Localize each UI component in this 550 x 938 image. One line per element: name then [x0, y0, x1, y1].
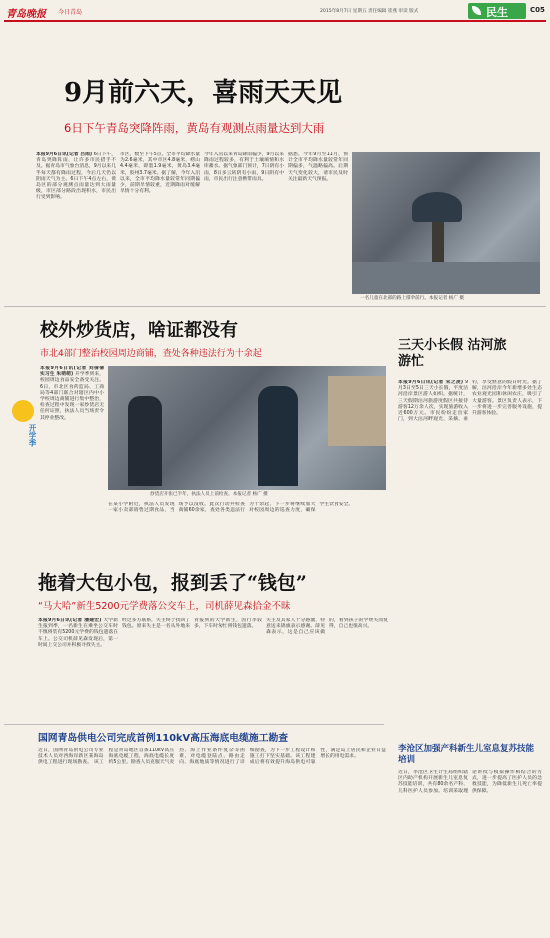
- lead-subhead: 6日下午青岛突降阵雨，黄岛有观测点雨量达到大雨: [64, 121, 325, 135]
- story5-headline: 国网青岛供电公司完成首例110kV高压海底电缆施工勘查: [38, 733, 289, 744]
- story2-photo: [108, 366, 386, 490]
- lead-col-3: 今年入汛以来青岛降雨偏少，9月以来降雨过程较多，有利于土壤墒情和水库蓄水。据气象部门预计，7日阴有小雨，8日多云转阴有小雨，9日阴有中雨，市民出行注意携带雨具。: [204, 152, 284, 182]
- story3-body: [398, 380, 542, 732]
- story2-headline: 校外炒货店，啥证都没有: [40, 320, 238, 341]
- story5-text: 该工程是青岛地区首条110kV高压海底电缆工程，海底电缆长度约5公里。勘查人员克服天气炎热、海上作业条件复杂等困难，对电缆登陆点、路由走向、海底地质等情况进行了详细勘查，为下一步工程设计和施工打下坚实基础。该工程建成后将有效提升海岛供电可靠性，满足岛上居民和企业日益增长的用电需求。: [93, 748, 386, 766]
- story5-lead: 近日，国网青岛供电公司专业技术人员对西海岸新区某海岛供电工程进行现场勘查。: [38, 748, 104, 766]
- story4-byline: 本报9月6日讯(记者 潘建宏): [38, 618, 102, 623]
- story3-byline: 本报9月6日讯(记者 宋之凌): [398, 380, 464, 385]
- story4-col-1: [38, 618, 118, 704]
- masthead-rule: [4, 20, 546, 22]
- story6-headline: 李沧区加强产科新生儿室息复苏技能培训: [398, 744, 535, 765]
- story5-body: [38, 748, 386, 934]
- story2-byline: 本报9月6日讯(记者 刘倩倩 实习生 朱萌萌): [40, 366, 104, 378]
- side-label: [8, 400, 38, 500]
- story6: [392, 744, 546, 934]
- page-number: C05: [530, 6, 545, 14]
- story4-col-3: 失主及其家人十分感激，特意送来锦旗表示感谢。薛见森表示，这是自己应该做的，看到孩子的学费失而复得，自己也很高兴。: [266, 618, 388, 636]
- story3-headline: 三天小长假 沽河旅游忙: [398, 338, 507, 369]
- story3-text: 9月3日至5日三天小长假，平度沽河沿岸景区游人如织。据统计，三天假期沽河旅游度假区共接待游客12万余人次，实现旅游收入近600万元。市民纷纷走出家门，到大沽河畔观光、采摘、垂钓，享受惬意的假日时光。据了解，沽河沿岸今年新增多处生态农业观光园和休闲农庄，吸引了大量游客。景区负责人表示，下一步将进一步完善服务设施，提升游客体验。: [398, 380, 542, 423]
- side-label-text: 开学季: [28, 424, 37, 447]
- lightbulb-icon: [12, 400, 34, 422]
- bottom-divider: [4, 724, 384, 725]
- story4-headline: 拖着大包小包，报到丢了“钱包”: [38, 572, 307, 594]
- lead-col-4: 据悉，今年9月至11月，预计全市平均降水量较常年同期偏多，气温略偏高。后期天气变化较大，请市民及时关注最新天气预报。: [288, 152, 348, 182]
- lead-col-1-text: 6日下午，青岛突降阵雨，让许多市民措手不及。据青岛市气象台消息，9月以来几乎每天都有降雨过程，今后几天仍以阴雨天气为主。6日下午4点左右，黄岛区的部分观测点雨量达到大雨量级，市区部分路段出现积水，市民出行受到影响。: [36, 152, 116, 201]
- story2-subhead: 市北4部门整治校园周边商铺，查处各种违法行为十余起: [40, 349, 262, 359]
- story2-photo-caption: 炒货店开张已半年，执法人员上前检查。本报记者 杨广 摄: [150, 492, 268, 497]
- story2-col-1-text: 开学季到来，校园周边食品安全备受关注。6日，市北区食药监局、工商局等4部门联合对辖区内中小学校周边商铺进行集中整治，检查过程中发现一家炒货店无任何证照，执法人员当场责令其停业整改。: [40, 372, 104, 421]
- lead-col-1: [36, 152, 116, 302]
- lead-story: [0, 24, 550, 304]
- lead-photo: [352, 152, 540, 294]
- masthead: [0, 0, 550, 22]
- story2-col-1: [40, 366, 104, 556]
- story6-body: 近日，李沧区卫生计生局组织辖区内助产机构开展新生儿室息复苏技能培训，共有80余名产科、儿科医护人员参加。培训采取理论讲授与模拟操作相结合的方式，进一步提高了医护人员的急救技能，为降低新生儿死亡率提供保障。: [398, 770, 542, 794]
- lead-byline: 本报9月6日讯(记者 吕雨): [36, 152, 93, 157]
- story3: [392, 338, 546, 738]
- story4-subhead: “马大哈”新生5200元学费落公交车上，司机薛见森拾金不昧: [38, 601, 291, 612]
- story4-col-2: 经过多方联系，失主终于找回了钱包。原来失主是一名从外地来青报到的大学新生，因行李较多，下车时匆忙将钱包遗落。: [122, 618, 262, 630]
- story4-col-1-text: 大学新生报到季，一名新生在乘坐公交车时不慎将装有5200元学费的钱包遗落在车上。公交司机薛见森发现后，第一时间上交公司并积极寻找失主。: [38, 618, 118, 648]
- section-badge: [468, 3, 526, 19]
- lead-headline: 9月前六天，喜雨天天见: [64, 78, 343, 108]
- divider: [4, 306, 546, 307]
- paper-logo: 青岛晚报: [6, 9, 46, 20]
- lead-col-2: 市区，数至下午5点，全市平均降水量为2.6毫米，其中市区4.8毫米，崂山4.4毫米，即墨1.9毫米，黄岛3.4毫米，胶州3.7毫米。据了解，今年入汛以来，全市平均降水量较常年同期偏少，前期旱情较重，近期降雨对缓解旱情十分有利。: [120, 152, 200, 195]
- story2-col-2: 在某小学附近，执法人员发现一家小卖部销售过期食品，当场予以没收。此次行动共检查商铺60余家，查处各类违法行为十余起，下一步将继续加大对校园周边的巡查力度，确保学生饮食安全。: [108, 502, 354, 514]
- lead-photo-caption: 一名儿童在北部的路上撑伞前行。本报记者 杨广 摄: [360, 296, 464, 301]
- section-name: 民生: [486, 6, 508, 19]
- leaf-icon: [472, 6, 481, 15]
- section-tag: 今日青岛: [58, 9, 83, 16]
- date-line: 2015年8月7日 星期五 责任编辑 崔燕 审读 版式: [320, 9, 419, 14]
